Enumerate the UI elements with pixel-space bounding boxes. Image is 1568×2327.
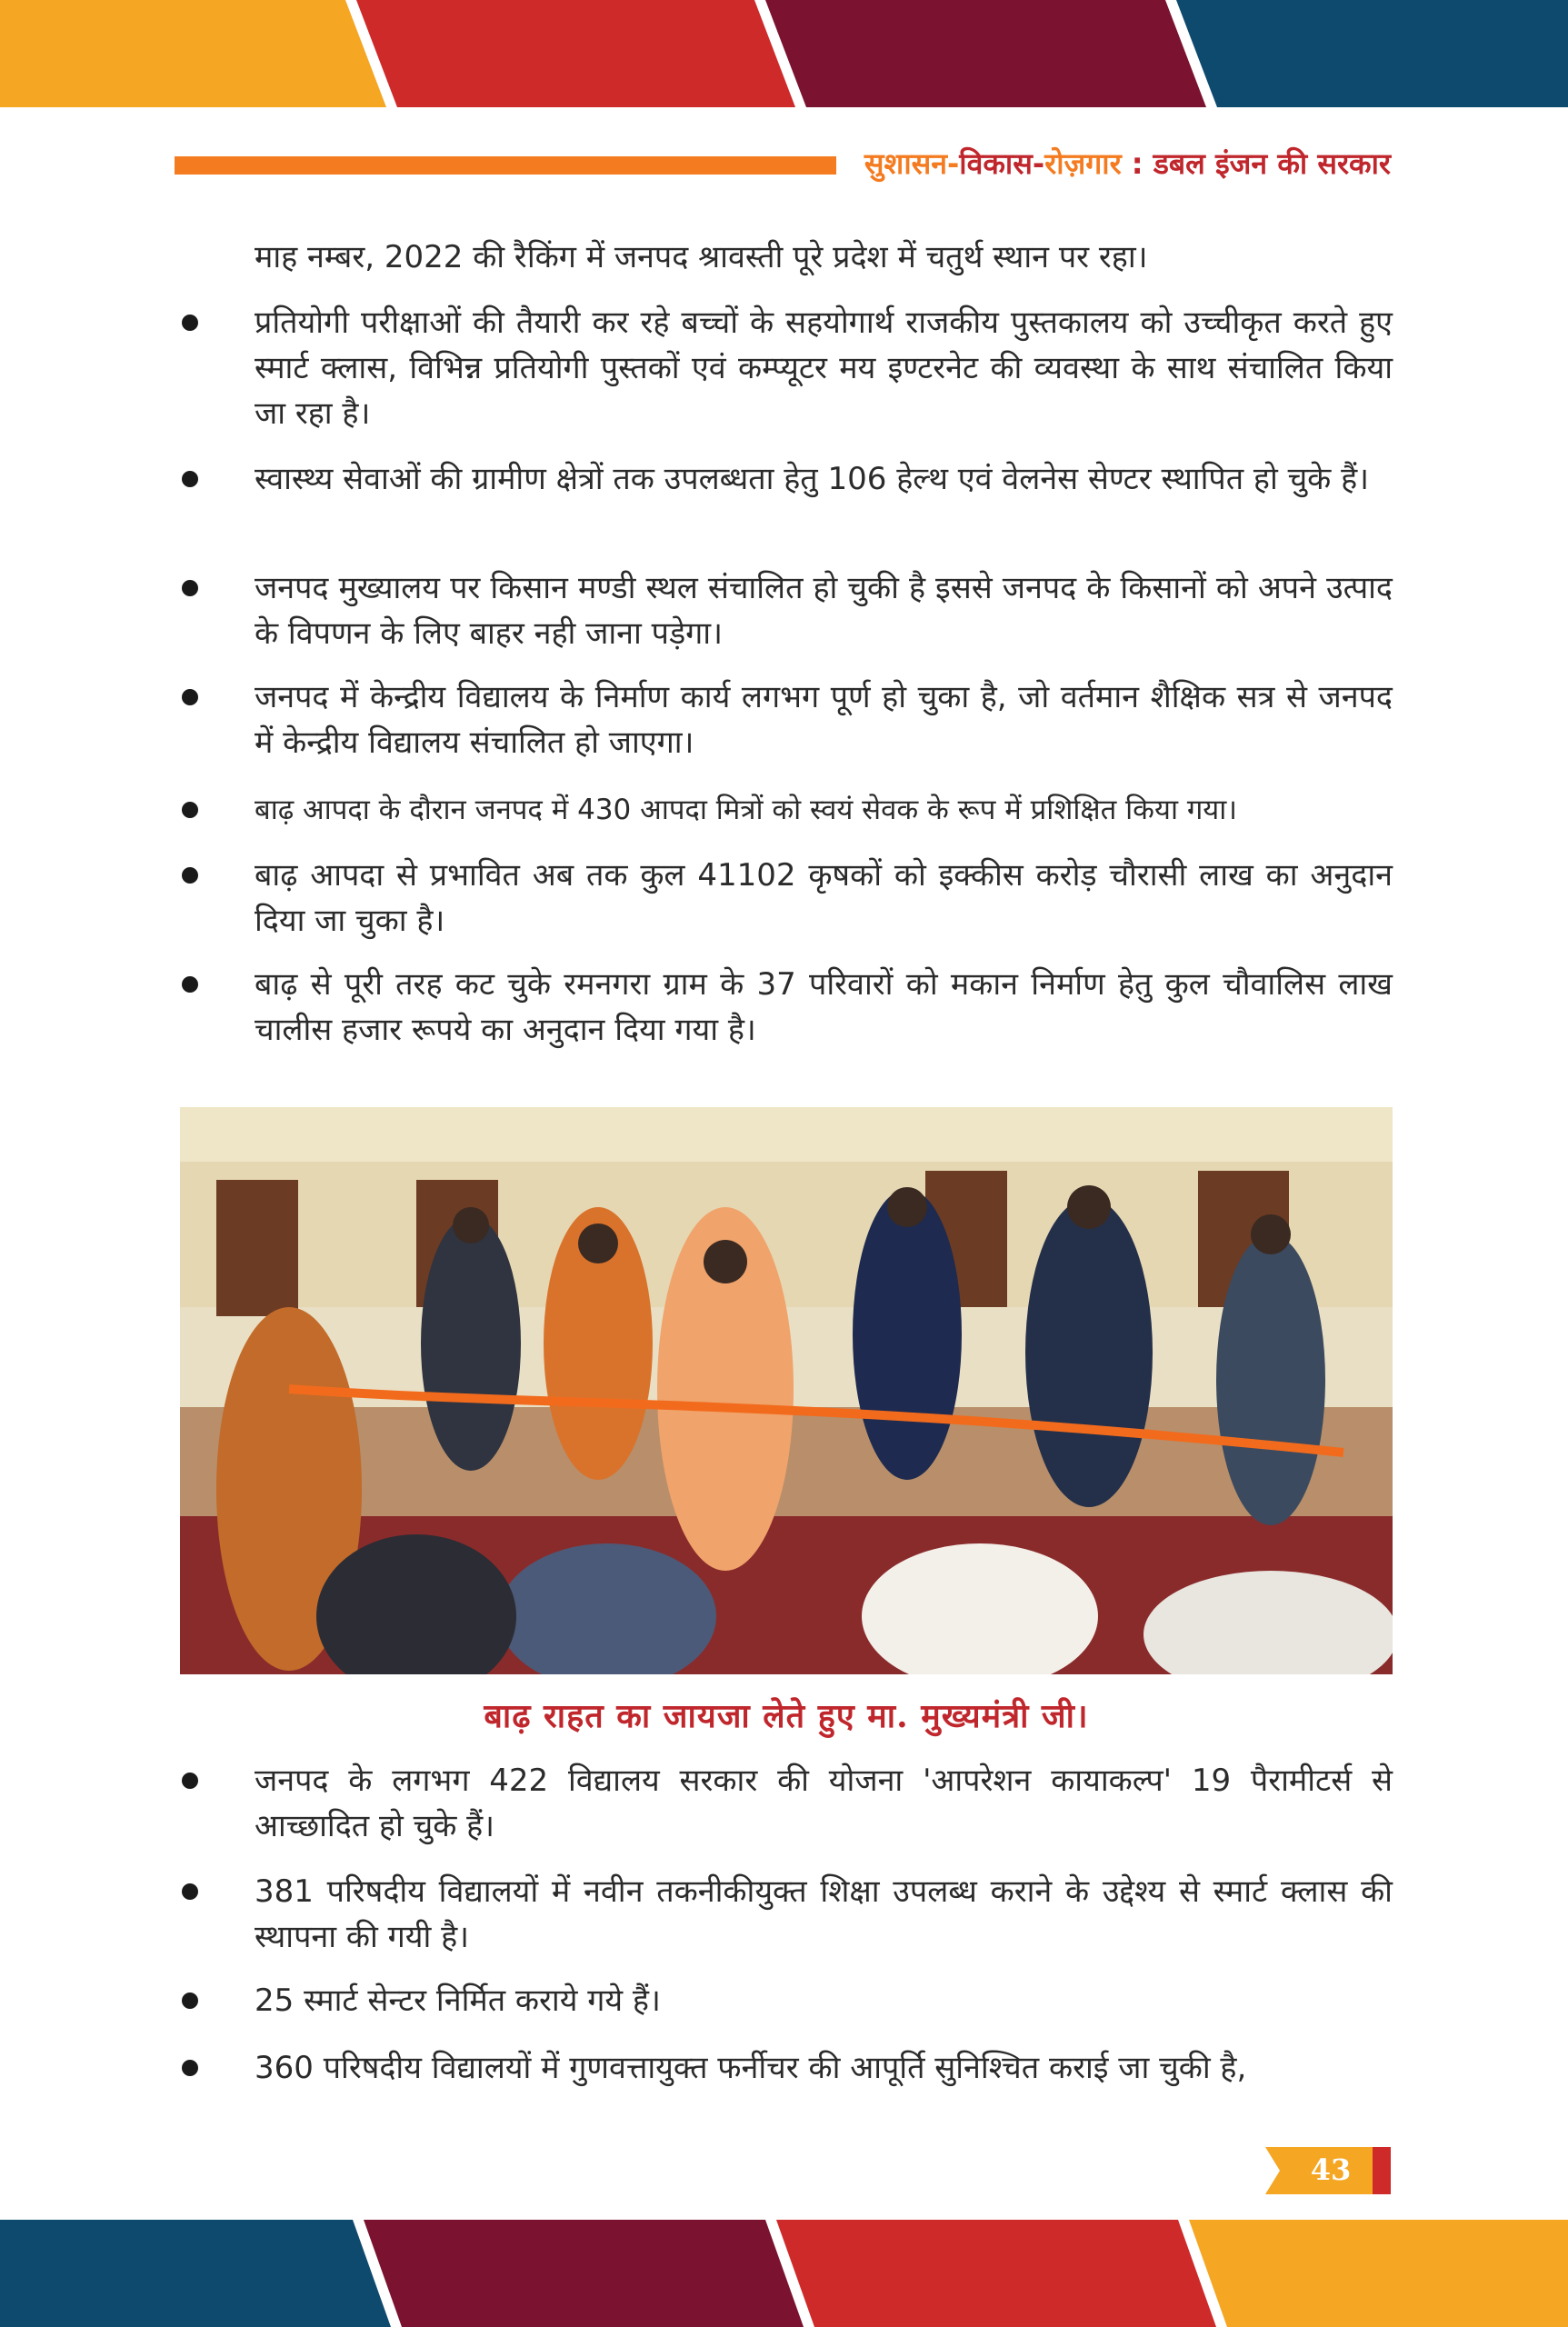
bullet-icon xyxy=(182,315,198,331)
bullet-icon xyxy=(182,867,198,884)
bullet-icon xyxy=(182,1883,198,1900)
page-number: 43 xyxy=(1310,2152,1352,2187)
bullet-icon xyxy=(182,471,198,487)
list-item-text: जनपद के लगभग 422 विद्यालय सरकार की योजना 'आपरेशन कायाकल्प' 19 पैरामीटर्स से आच्छादित हो चुके हैं। xyxy=(255,1763,1393,1844)
list-item-text: बाढ़ से पूरी तरह कट चुके रमनगरा ग्राम के 37 परिवारों को मकान निर्माण हेतु कुल चौवालिस लाख चालीस हजार रूपये का अनुदान दिया गया है। xyxy=(255,966,1393,1048)
list-item-text: प्रतियोगी परीक्षाओं की तैयारी कर रहे बच्चों के सहयोगार्थ राजकीय पुस्तकालय को उच्चीकृत करते हुए स्मार्ट क्लास, विभिन्न प्रतियोगी पुस्तकों एवं कम्प्यूटर मय इण्टरनेट की व्यवस्था के साथ संचालित किया जा रहा है। xyxy=(255,305,1393,432)
list-item-text: स्वास्थ्य सेवाओं की ग्रामीण क्षेत्रों तक उपलब्धता हेतु 106 हेल्थ एवं वेलनेस सेण्टर स्थापित हो चुके हैं। xyxy=(255,461,1370,497)
list-item-text: 25 स्मार्ट सेन्टर निर्मित कराये गये हैं। xyxy=(255,1982,661,2019)
bullet-icon xyxy=(182,580,198,596)
top-color-band xyxy=(0,0,1568,107)
list-item-text: बाढ़ आपदा से प्रभावित अब तक कुल 41102 कृषकों को इक्कीस करोड़ चौरासी लाख का अनुदान दिया जा चुका है। xyxy=(255,857,1393,939)
bullet-icon xyxy=(182,2060,198,2076)
page-number-badge xyxy=(1265,2147,1391,2194)
photo-caption: बाढ़ राहत का जायजा लेते हुए मा. मुख्यमंत्री जी। xyxy=(484,1697,1089,1735)
bullet-icon xyxy=(182,689,198,705)
header-title: सुशासन-विकास-रोज़गार : डबल इंजन की सरकार xyxy=(864,146,1391,181)
bottom-color-band xyxy=(0,2220,1568,2327)
header-accent-line xyxy=(175,156,836,175)
list-item-text: जनपद में केन्द्रीय विद्यालय के निर्माण कार्य लगभग पूर्ण हो चुका है, जो वर्तमान शैक्षिक सत्र से जनपद में केन्द्रीय विद्यालय संचालित हो जाएगा। xyxy=(255,679,1393,761)
list-item-text: 360 परिषदीय विद्यालयों में गुणवत्तायुक्त फर्नीचर की आपूर्ति सुनिश्चित कराई जा चुकी है, xyxy=(255,2050,1247,2086)
event-photo xyxy=(180,1107,1393,1674)
list-item-text: जनपद मुख्यालय पर किसान मण्डी स्थल संचालित हो चुकी है इससे जनपद के किसानों को अपने उत्पाद के विपणन के लिए बाहर नही जाना पड़ेगा। xyxy=(255,570,1393,652)
bullet-icon xyxy=(182,802,198,818)
bullet-icon xyxy=(182,1773,198,1789)
list-item-text: 381 परिषदीय विद्यालयों में नवीन तकनीकीयुक्त शिक्षा उपलब्ध कराने के उद्देश्य से स्मार्ट क्लास की स्थापना की गयी है। xyxy=(255,1873,1393,1955)
bullet-icon xyxy=(182,1992,198,2009)
bullet-icon xyxy=(182,976,198,993)
intro-line: माह नम्बर, 2022 की रैकिंग में जनपद श्रावस्ती पूरे प्रदेश में चतुर्थ स्थान पर रहा। xyxy=(255,239,1148,275)
list-item-text: बाढ़ आपदा के दौरान जनपद में 430 आपदा मित्रों को स्वयं सेवक के रूप में प्रशिक्षित किया गया। xyxy=(255,794,1238,826)
